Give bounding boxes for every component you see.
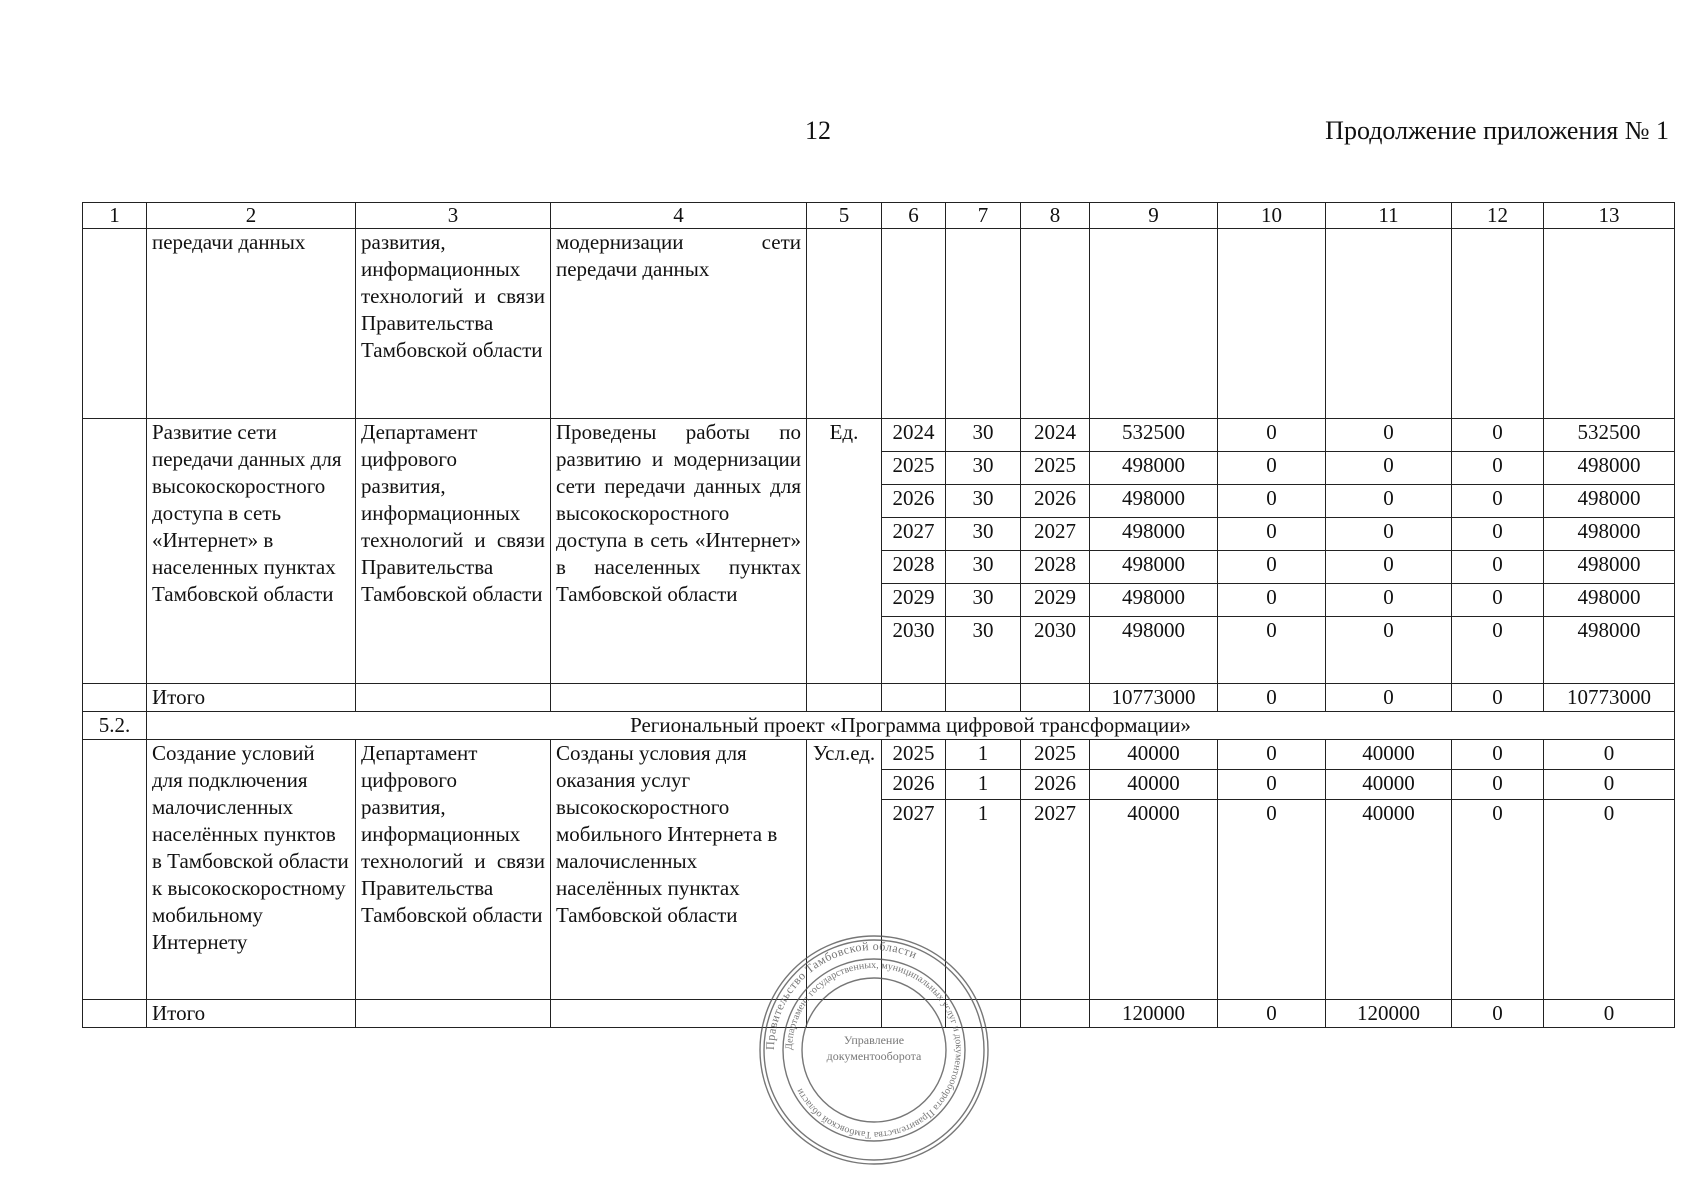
column-number: 3 xyxy=(356,203,551,229)
cell: 40000 xyxy=(1326,800,1452,1000)
cell: 0 xyxy=(1452,452,1544,485)
cell: 2025 xyxy=(1021,740,1090,770)
cell: 2030 xyxy=(1021,617,1090,684)
cell: 0 xyxy=(1218,518,1326,551)
cell: 40000 xyxy=(1326,770,1452,800)
seal-ring-text: Департамент государственных, муниципальных услуг и документооборота Правительства Тамбовской области xyxy=(783,959,965,1141)
cell: 0 xyxy=(1544,740,1675,770)
cell: 2026 xyxy=(882,485,946,518)
cell: 0 xyxy=(1452,551,1544,584)
cell: 0 xyxy=(1452,518,1544,551)
cell: 532500 xyxy=(1090,419,1218,452)
cont-department: развития, информационных технологий и связи Правительства Тамбовской области xyxy=(356,229,551,419)
cell: 0 xyxy=(1452,800,1544,1000)
cell: 0 xyxy=(1218,551,1326,584)
cell: 2029 xyxy=(1021,584,1090,617)
column-number: 1 xyxy=(83,203,147,229)
cell: 498000 xyxy=(1090,518,1218,551)
cell: 498000 xyxy=(1090,485,1218,518)
column-number: 8 xyxy=(1021,203,1090,229)
continuation-row xyxy=(83,229,1675,419)
cell: 40000 xyxy=(1326,740,1452,770)
unit: Ед. xyxy=(807,419,882,684)
column-number: 9 xyxy=(1090,203,1218,229)
total-label: Итого xyxy=(147,1000,356,1028)
cell: 30 xyxy=(946,551,1021,584)
cell: 0 xyxy=(1452,419,1544,452)
cell: 30 xyxy=(946,617,1021,684)
cell: 0 xyxy=(1544,1000,1675,1028)
cell: 0 xyxy=(1326,419,1452,452)
cell: 498000 xyxy=(1544,485,1675,518)
appendix-note: Продолжение приложения № 1 xyxy=(1325,116,1669,145)
cell: 498000 xyxy=(1544,617,1675,684)
cell: 498000 xyxy=(1090,617,1218,684)
cell: 40000 xyxy=(1090,740,1218,770)
column-number: 11 xyxy=(1326,203,1452,229)
cell: 498000 xyxy=(1544,551,1675,584)
total-row xyxy=(83,684,1675,712)
cell: 10773000 xyxy=(1090,684,1218,712)
activity-name: Развитие сети передачи данных для высокоскоростного доступа в сеть «Интернет» в населенных пунктах Тамбовской области xyxy=(147,419,356,684)
seal-outer-text: Правительство Тамбовской области xyxy=(762,938,920,1051)
cell: 0 xyxy=(1218,684,1326,712)
cont-result: модернизации сети передачи данных xyxy=(551,229,807,419)
cell: 0 xyxy=(1218,800,1326,1000)
cell: 2027 xyxy=(1021,518,1090,551)
cell: 0 xyxy=(1452,740,1544,770)
cell: 0 xyxy=(1452,584,1544,617)
column-number: 10 xyxy=(1218,203,1326,229)
cell: 0 xyxy=(1218,617,1326,684)
cell: 0 xyxy=(1326,551,1452,584)
page-number: 12 xyxy=(805,116,831,145)
total-label: Итого xyxy=(147,684,356,712)
cell: 10773000 xyxy=(1544,684,1675,712)
cell: 30 xyxy=(946,419,1021,452)
column-number: 6 xyxy=(882,203,946,229)
cell: 2026 xyxy=(1021,770,1090,800)
cell: 0 xyxy=(1326,684,1452,712)
budget-table xyxy=(82,202,1675,1028)
cell: 2026 xyxy=(882,770,946,800)
result: Проведены работы по развитию и модернизации сети передачи данных для высокоскоростного доступа в сеть «Интернет» в населенных пунктах Тамбовской области xyxy=(551,419,807,684)
column-number: 7 xyxy=(946,203,1021,229)
department: Департамент цифрового развития, информационных технологий и связи Правительства Тамбовской области xyxy=(356,740,551,1000)
cell: 498000 xyxy=(1090,551,1218,584)
cell: 0 xyxy=(1452,1000,1544,1028)
cell: 0 xyxy=(1544,800,1675,1000)
cell: 0 xyxy=(1218,740,1326,770)
cell: 0 xyxy=(1544,770,1675,800)
cell: 532500 xyxy=(1544,419,1675,452)
section-title: Региональный проект «Программа цифровой трансформации» xyxy=(147,712,1675,740)
cell: 0 xyxy=(1326,617,1452,684)
cell: 0 xyxy=(1326,584,1452,617)
cell: 2027 xyxy=(882,518,946,551)
cell: 120000 xyxy=(1090,1000,1218,1028)
unit: Усл.ед. xyxy=(807,740,882,1000)
column-number: 12 xyxy=(1452,203,1544,229)
cell: 498000 xyxy=(1544,518,1675,551)
cell: 40000 xyxy=(1090,800,1218,1000)
cell: 1 xyxy=(946,740,1021,770)
cell: 0 xyxy=(1452,485,1544,518)
cell: 2027 xyxy=(1021,800,1090,1000)
cell: 0 xyxy=(1218,1000,1326,1028)
cell: 30 xyxy=(946,518,1021,551)
column-number: 13 xyxy=(1544,203,1675,229)
cell: 2030 xyxy=(882,617,946,684)
cell: 1 xyxy=(946,800,1021,1000)
table-row xyxy=(83,419,1675,452)
seal-center-line1: Управление xyxy=(843,1033,905,1047)
cell: 1 xyxy=(946,770,1021,800)
cell: 2025 xyxy=(1021,452,1090,485)
cell: 2024 xyxy=(1021,419,1090,452)
cell: 0 xyxy=(1218,485,1326,518)
cell: 30 xyxy=(946,452,1021,485)
cell: 30 xyxy=(946,485,1021,518)
column-number-row xyxy=(83,203,1675,229)
cell: 2024 xyxy=(882,419,946,452)
cell: 2027 xyxy=(882,800,946,1000)
section-row xyxy=(83,712,1675,740)
cell: 0 xyxy=(1218,452,1326,485)
cell: 498000 xyxy=(1544,584,1675,617)
cell: 2025 xyxy=(882,740,946,770)
cell: 498000 xyxy=(1544,452,1675,485)
table-row xyxy=(83,740,1675,770)
cell: 2026 xyxy=(1021,485,1090,518)
seal-center-line2: документооборота xyxy=(826,1049,922,1063)
column-number: 5 xyxy=(807,203,882,229)
section-number: 5.2. xyxy=(83,712,147,740)
cell: 0 xyxy=(1218,584,1326,617)
cell: 0 xyxy=(1218,770,1326,800)
cont-activity-name: передачи данных xyxy=(147,229,356,419)
column-number: 2 xyxy=(147,203,356,229)
cell: 0 xyxy=(1326,518,1452,551)
activity-name: Создание условий для подключения малочисленных населённых пунктов в Тамбовской области к высокоскоростному мобильному Интернету xyxy=(147,740,356,1000)
cell: 0 xyxy=(1326,452,1452,485)
cell: 2028 xyxy=(882,551,946,584)
result: Созданы условия для оказания услуг высокоскоростного мобильного Интернета в малочисленных населённых пунктах Тамбовской области xyxy=(551,740,807,1000)
cell: 0 xyxy=(1218,419,1326,452)
cell: 0 xyxy=(1326,485,1452,518)
cell: 0 xyxy=(1452,684,1544,712)
cell: 2029 xyxy=(882,584,946,617)
official-seal xyxy=(756,932,992,1168)
cell: 0 xyxy=(1452,617,1544,684)
column-number: 4 xyxy=(551,203,807,229)
cell: 498000 xyxy=(1090,584,1218,617)
cell: 40000 xyxy=(1090,770,1218,800)
department: Департамент цифрового развития, информационных технологий и связи Правительства Тамбовской области xyxy=(356,419,551,684)
cell: 30 xyxy=(946,584,1021,617)
cell: 2028 xyxy=(1021,551,1090,584)
cell: 120000 xyxy=(1326,1000,1452,1028)
cell: 2025 xyxy=(882,452,946,485)
cell: 0 xyxy=(1452,770,1544,800)
cell: 498000 xyxy=(1090,452,1218,485)
